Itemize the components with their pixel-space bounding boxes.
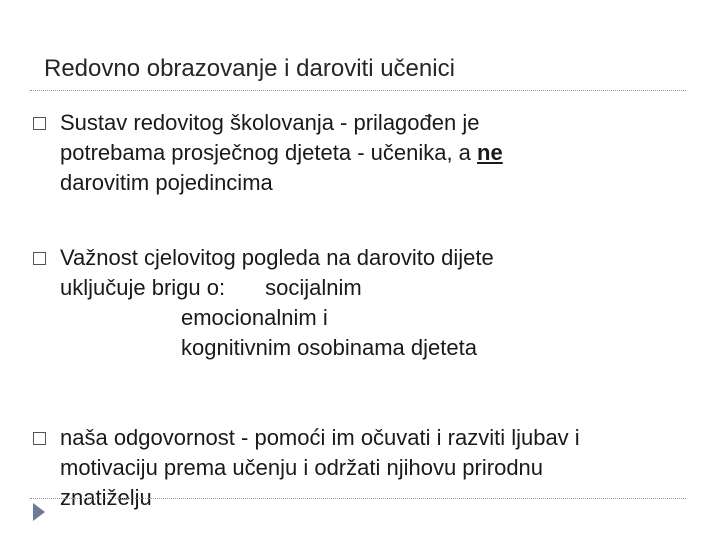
bullet-item-2 [33,243,693,363]
bullet-2-line-2 [60,273,693,303]
emphasis-ne: ne [477,140,503,165]
bullet-item-1 [33,108,693,198]
bullet-1-line-3: darovitim pojedincima [60,170,273,195]
triangle-right-icon [33,503,45,521]
bullet-1-line-2-text: potrebama prosječnog djeteta - učenika, a [60,140,478,165]
bullet-1-line-1: Sustav redovitog školovanja - prilagođen je [60,110,480,135]
bullet-2-item-social: socijalnim [265,275,362,300]
bullet-2-lead: uključuje brigu o: [60,275,226,300]
bullet-3-line-2: motivaciju prema učenju i održati njihovu prirodnu [60,455,544,480]
footer-divider [30,498,686,499]
bullet-2-item-cognitive: kognitivnim osobinama djeteta [181,335,477,360]
bullet-1-line-2 [60,138,693,168]
square-bullet-icon [33,252,46,265]
square-bullet-icon [33,432,46,445]
bullet-2-item-emotional: emocionalnim i [181,305,328,330]
bullet-3-line-3: znatiželju [60,485,152,510]
bullet-2-line-1: Važnost cjelovitog pogleda na darovito dijete [60,245,494,270]
bullet-item-3 [33,423,693,513]
slide-title: Redovno obrazovanje i daroviti učenici [44,55,455,82]
bullet-3-line-1: naša odgovornost - pomoći im očuvati i razviti ljubav i [60,425,580,450]
title-divider [30,90,686,91]
square-bullet-icon [33,117,46,130]
